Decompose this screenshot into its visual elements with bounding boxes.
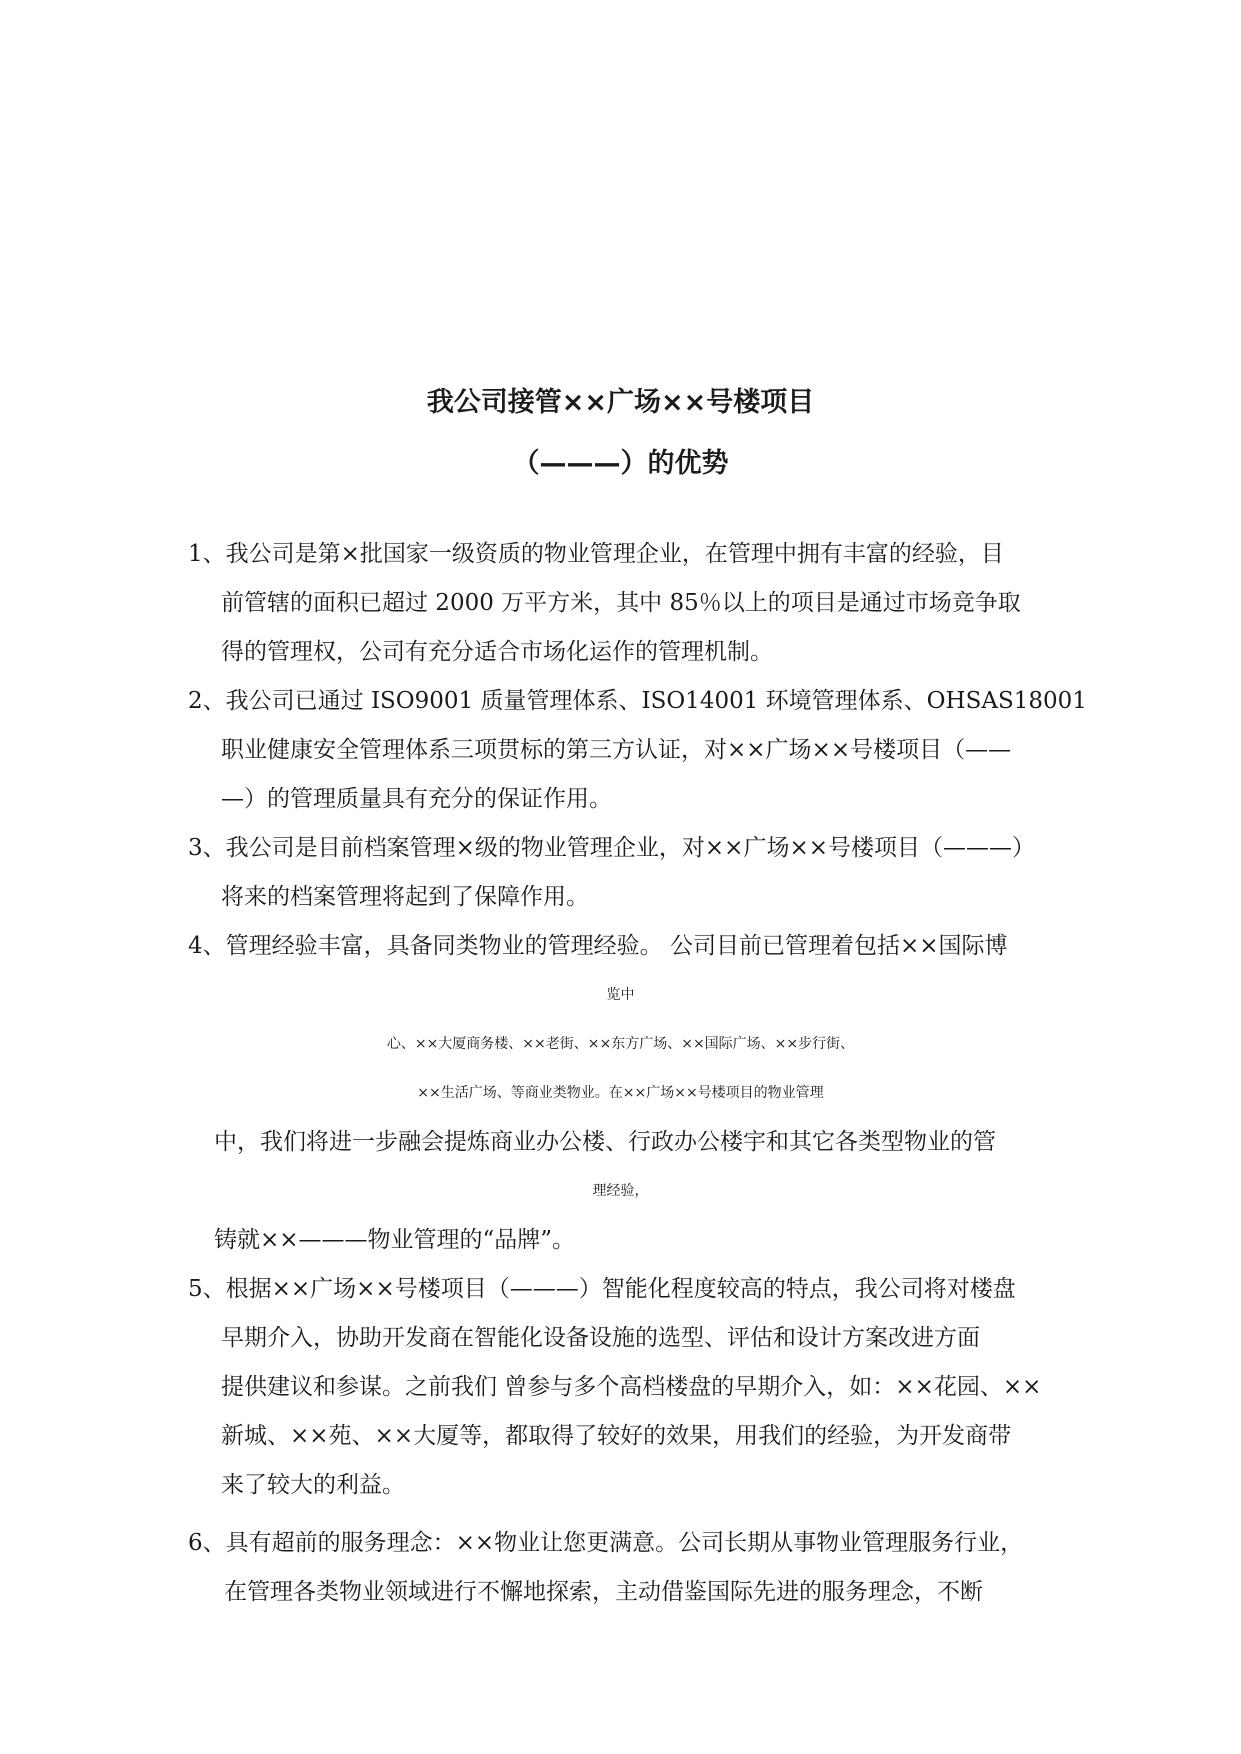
paragraph-line: 心、××大厦商务楼、××老街、××东方广场、××国际广场、××步行街、: [386, 1036, 855, 1052]
paragraph-line: 早期介入，协助开发商在智能化设备设施的选型、评估和设计方案改进方面: [221, 1325, 980, 1351]
paragraph-line: —）的管理质量具有充分的保证作用。: [221, 786, 612, 812]
paragraph-line: 将来的档案管理将起到了保障作用。: [221, 884, 589, 910]
paragraph-line: 中，我们将进一步融会提炼商业办公楼、行政办公楼宇和其它各类型物业的管: [214, 1129, 996, 1155]
paragraph-line: 新城、××苑、××大厦等，都取得了较好的效果，用我们的经验，为开发商带: [221, 1423, 1012, 1449]
paragraph-line: 5、根据××广场××号楼项目（———）智能化程度较高的特点，我公司将对楼盘: [188, 1276, 1016, 1302]
paragraph-line: 4、管理经验丰富，具备同类物业的管理经验。 公司目前已管理着包括××国际博: [188, 933, 1008, 959]
paragraph-line: 铸就××———物业管理的“品牌”。: [214, 1227, 576, 1253]
document-title: 我公司接管××广场××号楼项目: [426, 387, 815, 418]
paragraph-line: 提供建议和参谋。之前我们 曾参与多个高档楼盘的早期介入，如：××花园、××: [221, 1374, 1042, 1400]
paragraph-line: 得的管理权，公司有充分适合市场化运作的管理机制。: [221, 639, 773, 665]
paragraph-line: 理经验，: [592, 1183, 649, 1199]
paragraph-line: 来了较大的利益。: [221, 1472, 405, 1498]
paragraph-line: 前管辖的面积已超过 2000 万平方米，其中 85％以上的项目是通过市场竞争取: [221, 590, 1021, 616]
paragraph-line: 1、我公司是第×批国家一级资质的物业管理企业，在管理中拥有丰富的经验，目: [188, 541, 1004, 567]
paragraph-line: 3、我公司是目前档案管理×级的物业管理企业，对××广场××号楼项目（———）: [188, 835, 1035, 861]
document-subtitle: （———）的优势: [512, 448, 729, 479]
paragraph-line: ××生活广场、等商业类物业。在××广场××号楼项目的物业管理: [417, 1085, 824, 1101]
paragraph-line: 在管理各类物业领域进行不懈地探索，主动借鉴国际先进的服务理念，不断: [224, 1579, 983, 1605]
paragraph-line: 6、具有超前的服务理念：××物业让您更满意。公司长期从事物业管理服务行业，: [188, 1530, 1024, 1556]
paragraph-line: 览中: [606, 987, 635, 1003]
paragraph-line: 职业健康安全管理体系三项贯标的第三方认证，对××广场××号楼项目（——: [221, 737, 1012, 763]
paragraph-line: 2、我公司已通过 ISO9001 质量管理体系、ISO14001 环境管理体系、OHSAS18001: [188, 688, 1087, 714]
